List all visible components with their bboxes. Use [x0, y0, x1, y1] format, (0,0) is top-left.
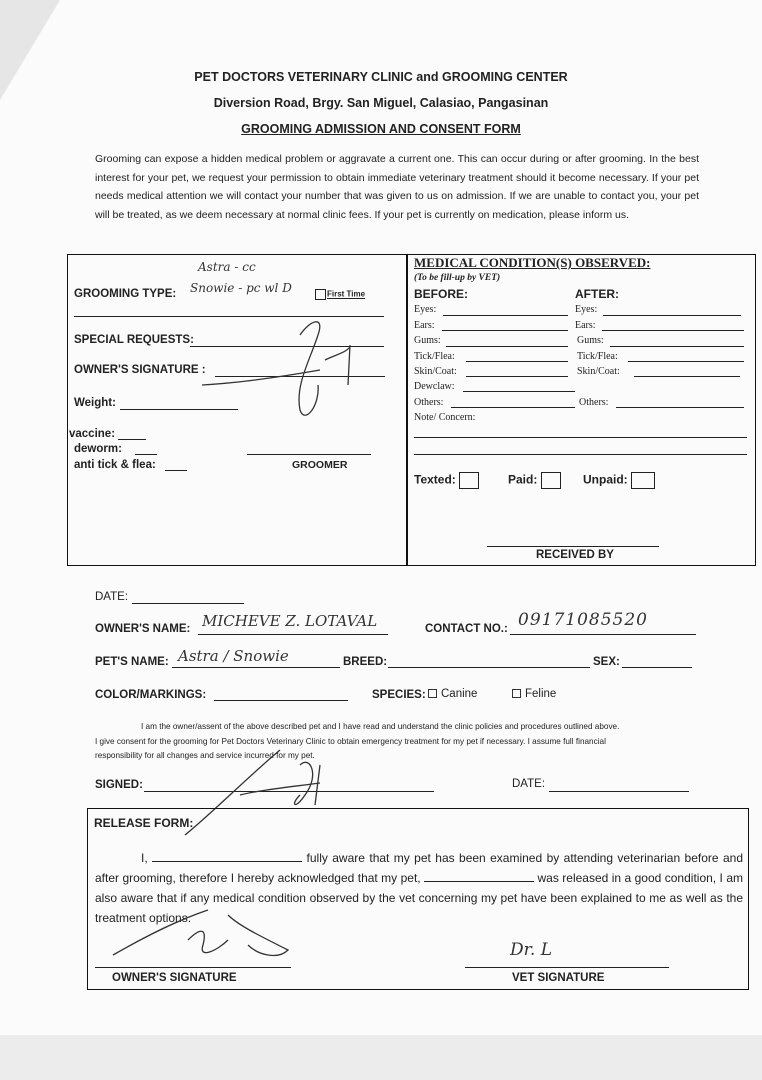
species-label: SPECIES:: [372, 689, 426, 701]
paid-box[interactable]: [541, 472, 561, 489]
paid-checkbox[interactable]: [508, 472, 561, 489]
before-eyes-label: Eyes:: [414, 304, 437, 315]
before-others-field[interactable]: [451, 407, 575, 408]
contact-value[interactable]: 09171085520: [518, 610, 648, 630]
special-requests-label: SPECIAL REQUESTS:: [74, 334, 194, 346]
after-eyes-field[interactable]: [603, 315, 741, 316]
paid-label: Paid:: [508, 472, 538, 487]
before-gums-label: Gums:: [414, 335, 441, 346]
deworm-label: deworm:: [74, 443, 122, 455]
first-time-box[interactable]: [315, 289, 326, 300]
before-ears-field[interactable]: [442, 330, 568, 331]
before-skincoat-field[interactable]: [466, 376, 568, 377]
clinic-address: Diversion Road, Brgy. San Miguel, Calasiao, Pangasinan: [213, 96, 549, 110]
consent-line-3: responsibility for all changes and service incurred for my pet.: [95, 751, 315, 760]
texted-box[interactable]: [459, 472, 479, 489]
release-text-a: I,: [141, 851, 148, 865]
after-others-field[interactable]: [616, 407, 744, 408]
folded-corner: [0, 0, 60, 100]
pet-name-value[interactable]: Astra / Snowie: [178, 647, 289, 665]
pet-name-field[interactable]: [172, 667, 340, 668]
owner-name-field[interactable]: [198, 634, 388, 635]
before-tickflea-label: Tick/Flea:: [414, 351, 455, 362]
release-owner-signature-label: OWNER'S SIGNATURE: [112, 972, 237, 984]
owner-name-label: OWNER'S NAME:: [95, 623, 191, 635]
sex-field[interactable]: [622, 667, 692, 668]
antitick-field[interactable]: [165, 470, 187, 471]
release-owner-signature-line[interactable]: [95, 967, 291, 968]
before-dewclaw-label: Dewclaw:: [414, 381, 455, 392]
release-pet-field[interactable]: [424, 869, 534, 882]
after-skincoat-field[interactable]: [634, 376, 740, 377]
vet-signature-handwriting: Dr. L: [510, 940, 552, 960]
after-gums-field[interactable]: [610, 346, 744, 347]
grooming-type-handwriting: Snowie - pc wl D: [190, 281, 292, 295]
date-label: DATE:: [95, 591, 129, 603]
after-eyes-label: Eyes:: [575, 304, 598, 315]
note-line-1[interactable]: [414, 437, 747, 438]
release-owner-signature-scribble: [108, 905, 308, 975]
first-time-checkbox[interactable]: [315, 289, 365, 300]
consent-line-1: I am the owner/assent of the above described pet and I have read and understand the clinic policies and procedures outlined above.: [141, 722, 620, 731]
scan-bottom-margin: [0, 1035, 762, 1080]
texted-checkbox[interactable]: [414, 472, 479, 489]
canine-checkbox[interactable]: [428, 689, 437, 698]
before-skincoat-label: Skin/Coat:: [414, 366, 457, 377]
contact-label: CONTACT NO.:: [425, 623, 508, 635]
weight-label: Weight:: [74, 397, 116, 409]
before-dewclaw-field[interactable]: [463, 391, 575, 392]
form-title: GROOMING ADMISSION AND CONSENT FORM: [241, 122, 521, 136]
species-canine-option[interactable]: [428, 688, 477, 700]
contact-field[interactable]: [510, 634, 696, 635]
antitick-label: anti tick & flea:: [74, 459, 156, 471]
medical-subtitle: (To be fill-up by VET): [414, 273, 501, 283]
breed-field[interactable]: [388, 667, 590, 668]
unpaid-checkbox[interactable]: [583, 472, 655, 489]
received-by-line[interactable]: [487, 546, 659, 547]
before-others-label: Others:: [414, 397, 444, 408]
after-label: AFTER:: [575, 287, 619, 301]
groomer-label: GROOMER: [292, 459, 348, 471]
after-ears-field[interactable]: [602, 330, 744, 331]
consent-date-field[interactable]: [549, 791, 689, 792]
consent-line-2: I give consent for the grooming for Pet Doctors Veterinary Clinic to obtain emergency treatment for my pet if necessary. I assume full financial: [95, 737, 606, 746]
unpaid-label: Unpaid:: [583, 472, 628, 487]
color-label: COLOR/MARKINGS:: [95, 689, 207, 701]
vaccine-field[interactable]: [118, 439, 146, 440]
before-eyes-field[interactable]: [443, 315, 568, 316]
intro-paragraph: Grooming can expose a hidden medical problem or aggravate a current one. This can occur during or after grooming. In the best interest for your pet, we request your permission to obtain immediate veterinary treatment should it become necessary. If your pet needs medical attention we will contact your number that was given to us on admission. If we are unable to contact you, your pet will be treated, as we deem necessary at normal clinic fees. If your pet is currently on medication, please inform us.: [95, 153, 699, 221]
before-gums-field[interactable]: [446, 346, 568, 347]
sex-label: SEX:: [593, 656, 620, 668]
note-label: Note/ Concern:: [414, 412, 476, 423]
received-by-label: RECEIVED BY: [536, 549, 614, 561]
groomer-signature-line[interactable]: [247, 454, 371, 455]
release-name-field[interactable]: [152, 849, 302, 862]
release-text-c: was released in a good condition, I am also aware that if any medical condition observed by the vet concerning my pet have been explained to me as well as the treatment options.: [95, 871, 743, 925]
pet-name-label: PET'S NAME:: [95, 656, 169, 668]
before-label: BEFORE:: [414, 287, 468, 301]
release-title: RELEASE FORM:: [94, 816, 194, 830]
deworm-field[interactable]: [135, 454, 157, 455]
before-ears-label: Ears:: [414, 320, 435, 331]
date-field[interactable]: [132, 603, 244, 604]
vet-signature-line[interactable]: [465, 967, 669, 968]
color-field[interactable]: [214, 700, 348, 701]
after-gums-label: Gums:: [577, 335, 604, 346]
medical-title: MEDICAL CONDITION(S) OBSERVED:: [414, 255, 651, 270]
after-others-label: Others:: [579, 397, 609, 408]
first-time-label: First Time: [327, 289, 366, 299]
after-tickflea-field[interactable]: [628, 361, 744, 362]
before-tickflea-field[interactable]: [466, 361, 568, 362]
signed-label: SIGNED:: [95, 779, 143, 791]
after-tickflea-label: Tick/Flea:: [577, 351, 618, 362]
canine-label: Canine: [441, 688, 478, 700]
after-skincoat-label: Skin/Coat:: [577, 366, 620, 377]
texted-label: Texted:: [414, 472, 456, 487]
after-ears-label: Ears:: [575, 320, 596, 331]
breed-label: BREED:: [343, 656, 388, 668]
vaccine-label: vaccine:: [69, 428, 116, 440]
owner-name-value[interactable]: MICHEVE Z. LOTAVAL: [202, 612, 378, 630]
species-feline-option[interactable]: [512, 688, 556, 700]
feline-checkbox[interactable]: [512, 689, 521, 698]
unpaid-box[interactable]: [631, 472, 655, 489]
owner-signature-label: OWNER'S SIGNATURE :: [74, 364, 206, 376]
grooming-type-handwriting-top: Astra - cc: [198, 260, 256, 274]
grooming-type-label: GROOMING TYPE:: [74, 288, 177, 300]
owner-signature-scribble: [200, 315, 370, 425]
clinic-name: PET DOCTORS VETERINARY CLINIC and GROOMING CENTER: [194, 70, 568, 84]
vet-signature-label: VET SIGNATURE: [512, 972, 605, 984]
consent-date-label: DATE:: [512, 778, 546, 790]
feline-label: Feline: [525, 688, 557, 700]
note-line-2[interactable]: [414, 454, 747, 455]
release-text-b: fully aware that my pet has been examined by attending veterinarian before and after grooming, therefore I hereby acknowledged that my pet,: [95, 851, 743, 885]
